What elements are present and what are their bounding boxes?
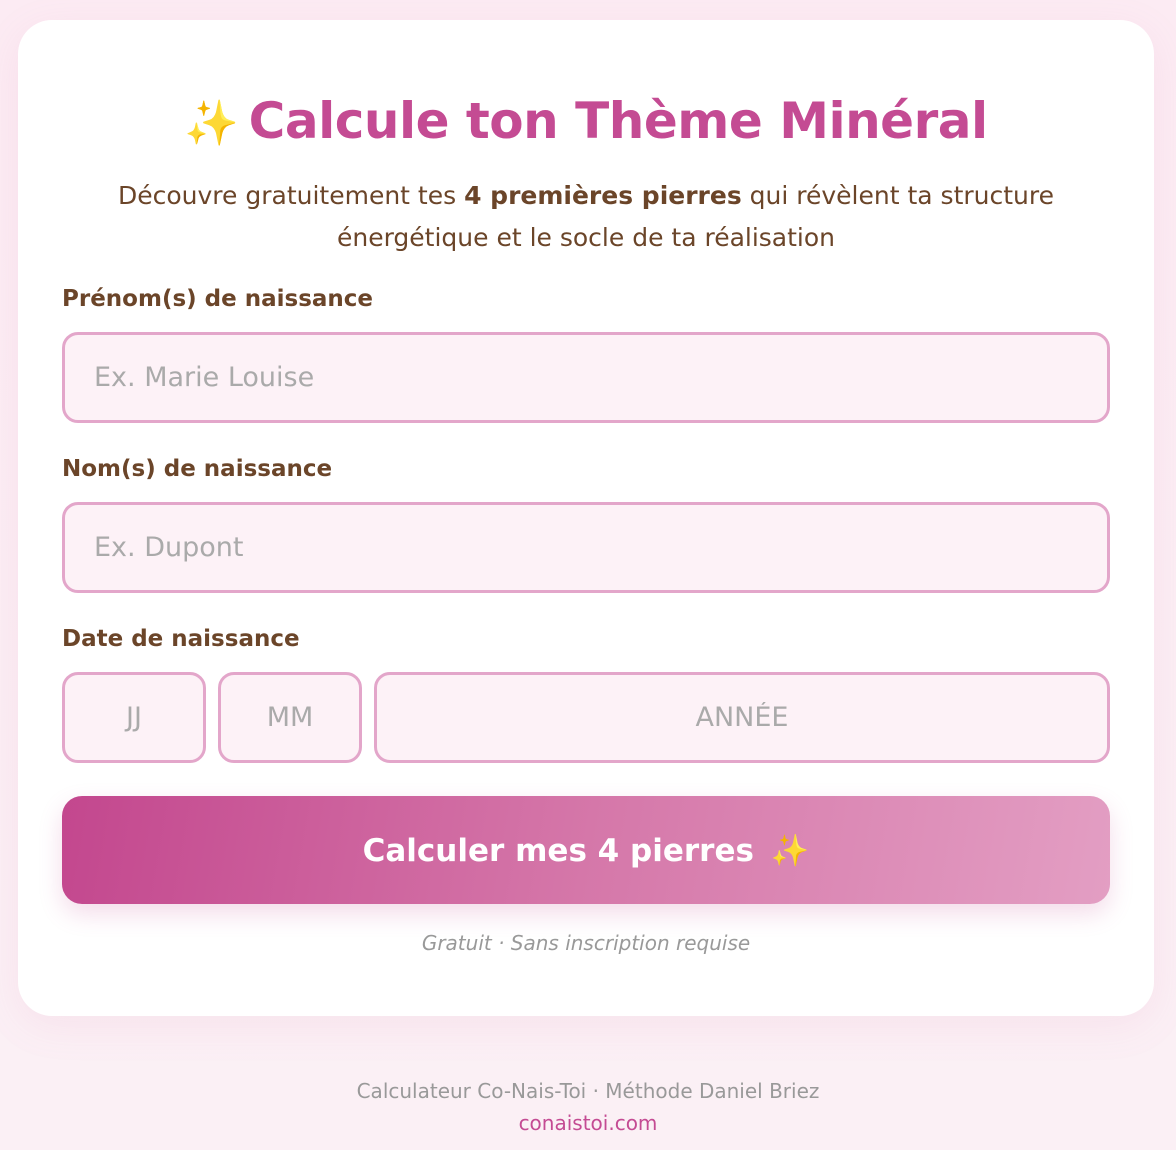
sparkles-icon: ✨ (184, 98, 239, 149)
page-subtitle (68, 175, 1104, 259)
subtitle-post: qui révèlent ta structure énergétique et le socle de ta réalisation (336, 181, 1054, 252)
free-note: Gratuit · Sans inscription requise (421, 931, 751, 955)
footer-link[interactable]: conaistoi.com (518, 1111, 658, 1135)
sparkles-icon: ✨ (770, 832, 810, 869)
first-name-input[interactable] (62, 332, 1110, 423)
title-text: Calcule ton Thème Minéral (248, 92, 988, 150)
subtitle-highlight: 4 premières pierres (464, 181, 742, 210)
subtitle-pre: Découvre gratuitement tes (117, 181, 465, 210)
last-name-input[interactable] (62, 502, 1110, 593)
birth-day-input[interactable] (62, 672, 206, 763)
birth-date-label: Date de naissance (62, 626, 300, 652)
calculate-button-label: Calculer mes 4 pierres (362, 832, 754, 869)
first-name-label: Prénom(s) de naissance (62, 286, 374, 312)
page-title (18, 92, 1154, 150)
birth-year-input[interactable] (374, 672, 1110, 763)
calculate-button[interactable] (62, 796, 1110, 904)
birth-month-input[interactable] (218, 672, 362, 763)
calculator-card (18, 20, 1154, 1016)
footer-credit: Calculateur Co-Nais-Toi · Méthode Daniel Briez (356, 1079, 820, 1103)
last-name-label: Nom(s) de naissance (62, 456, 333, 482)
